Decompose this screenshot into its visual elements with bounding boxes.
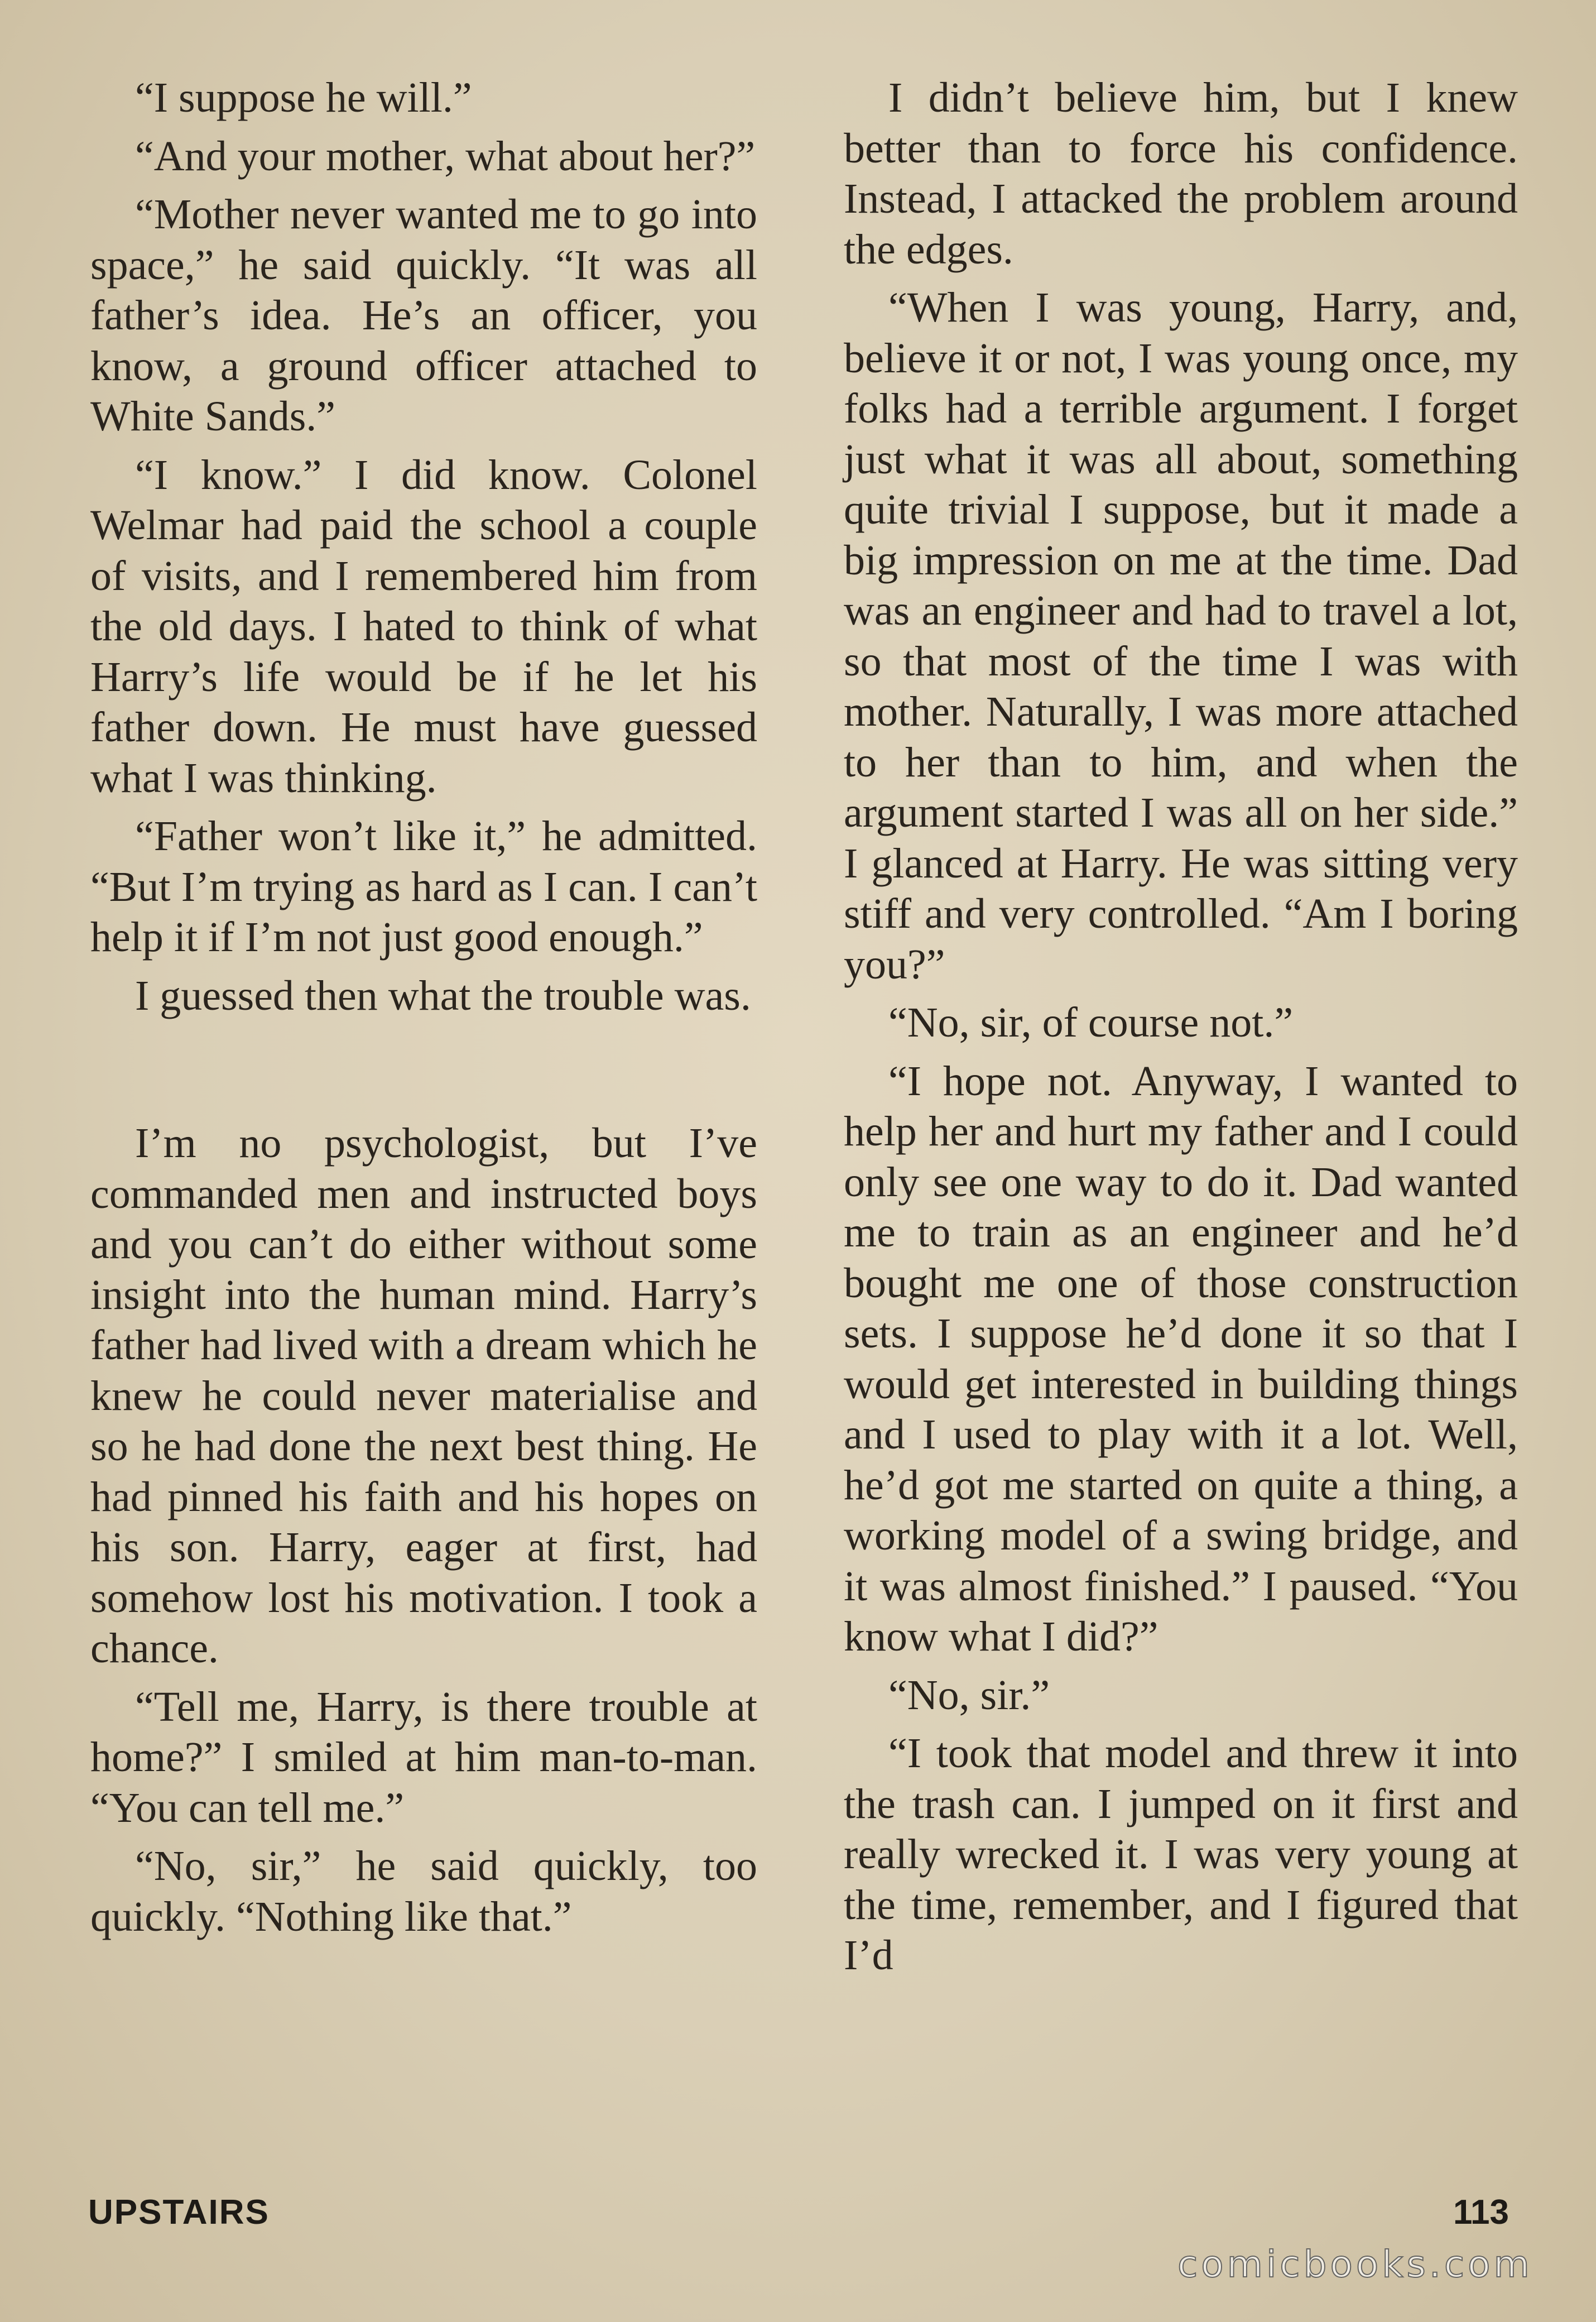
paragraph: “And your mother, what about her?” <box>135 132 756 180</box>
section-break <box>90 1029 757 1118</box>
paragraph: “Tell me, Harry, is there trouble at home?” I smiled at him man-to-man. “You can tell me.” <box>90 1683 757 1831</box>
paragraph: “No, sir,” he said quickly, too quickly. “Nothing like that.” <box>90 1843 757 1940</box>
right-text-column <box>844 73 1518 1989</box>
paragraph: I guessed then what the trouble was. <box>135 972 751 1019</box>
paragraph: I didn’t believe him, but I knew better than to force his confidence. Instead, I attacked the problem around the edges. <box>844 74 1518 273</box>
paragraph: “Mother never wanted me to go into space,” he said quickly. “It was all father’s idea. He’s an officer, you know, a ground officer attached to White Sands.” <box>90 191 757 440</box>
paragraph: “Father won’t like it,” he admitted. “But I’m trying as hard as I can. I can’t help it if I’m not just good enough.” <box>90 813 757 961</box>
page-number: 113 <box>1453 2193 1510 2232</box>
paragraph: “I suppose he will.” <box>135 74 472 121</box>
paragraph: “I took that model and threw it into the trash can. I jumped on it first and really wrecked it. I was very young at the time, remember, and I figured that I’d <box>844 1730 1518 1979</box>
running-footer-title: UPSTAIRS <box>88 2193 270 2232</box>
watermark: comicbooks.com <box>1177 2243 1533 2286</box>
paragraph: “I hope not. Anyway, I wanted to help her and hurt my father and I could only see one way to do it. Dad wanted me to train as an engineer and he’d bought me one of those construction sets. I suppose he’d done it so that I would get interested in building things and I used to play with it a lot. Well, he’d got me started on quite a thing, a working model of a swing bridge, and it was almost finished.” I paused. “You know what I did?” <box>844 1057 1518 1660</box>
paragraph: “When I was young, Harry, and, believe it or not, I was young once, my folks had a terrible argument. I forget just what it was all about, something quite trivial I suppose, but it made a big impression on me at the time. Dad was an engineer and had to travel a lot, so that most of the time I was with mother. Naturally, I was more attached to her than to him, and when the argument started I was all on her side.” I glanced at Harry. He was sitting very stiff and very controlled. “Am I boring you?” <box>844 284 1518 988</box>
paragraph: I’m no psychologist, but I’ve commanded men and instructed boys and you can’t do either without some insight into the human mind. Harry’s father had lived with a dream which he knew he could never materialise and so he had done the next best thing. He had pinned his faith and his hopes on his son. Harry, eager at first, had somehow lost his motivation. I took a chance. <box>90 1120 757 1672</box>
left-text-column <box>90 73 757 1950</box>
paragraph: “No, sir, of course not.” <box>888 999 1294 1046</box>
paragraph: “No, sir.” <box>888 1671 1050 1719</box>
paragraph: “I know.” I did know. Colonel Welmar had paid the school a couple of visits, and I remembered him from the old days. I hated to think of what Harry’s life would be if he let his father down. He must have guessed what I was thinking. <box>90 451 757 802</box>
